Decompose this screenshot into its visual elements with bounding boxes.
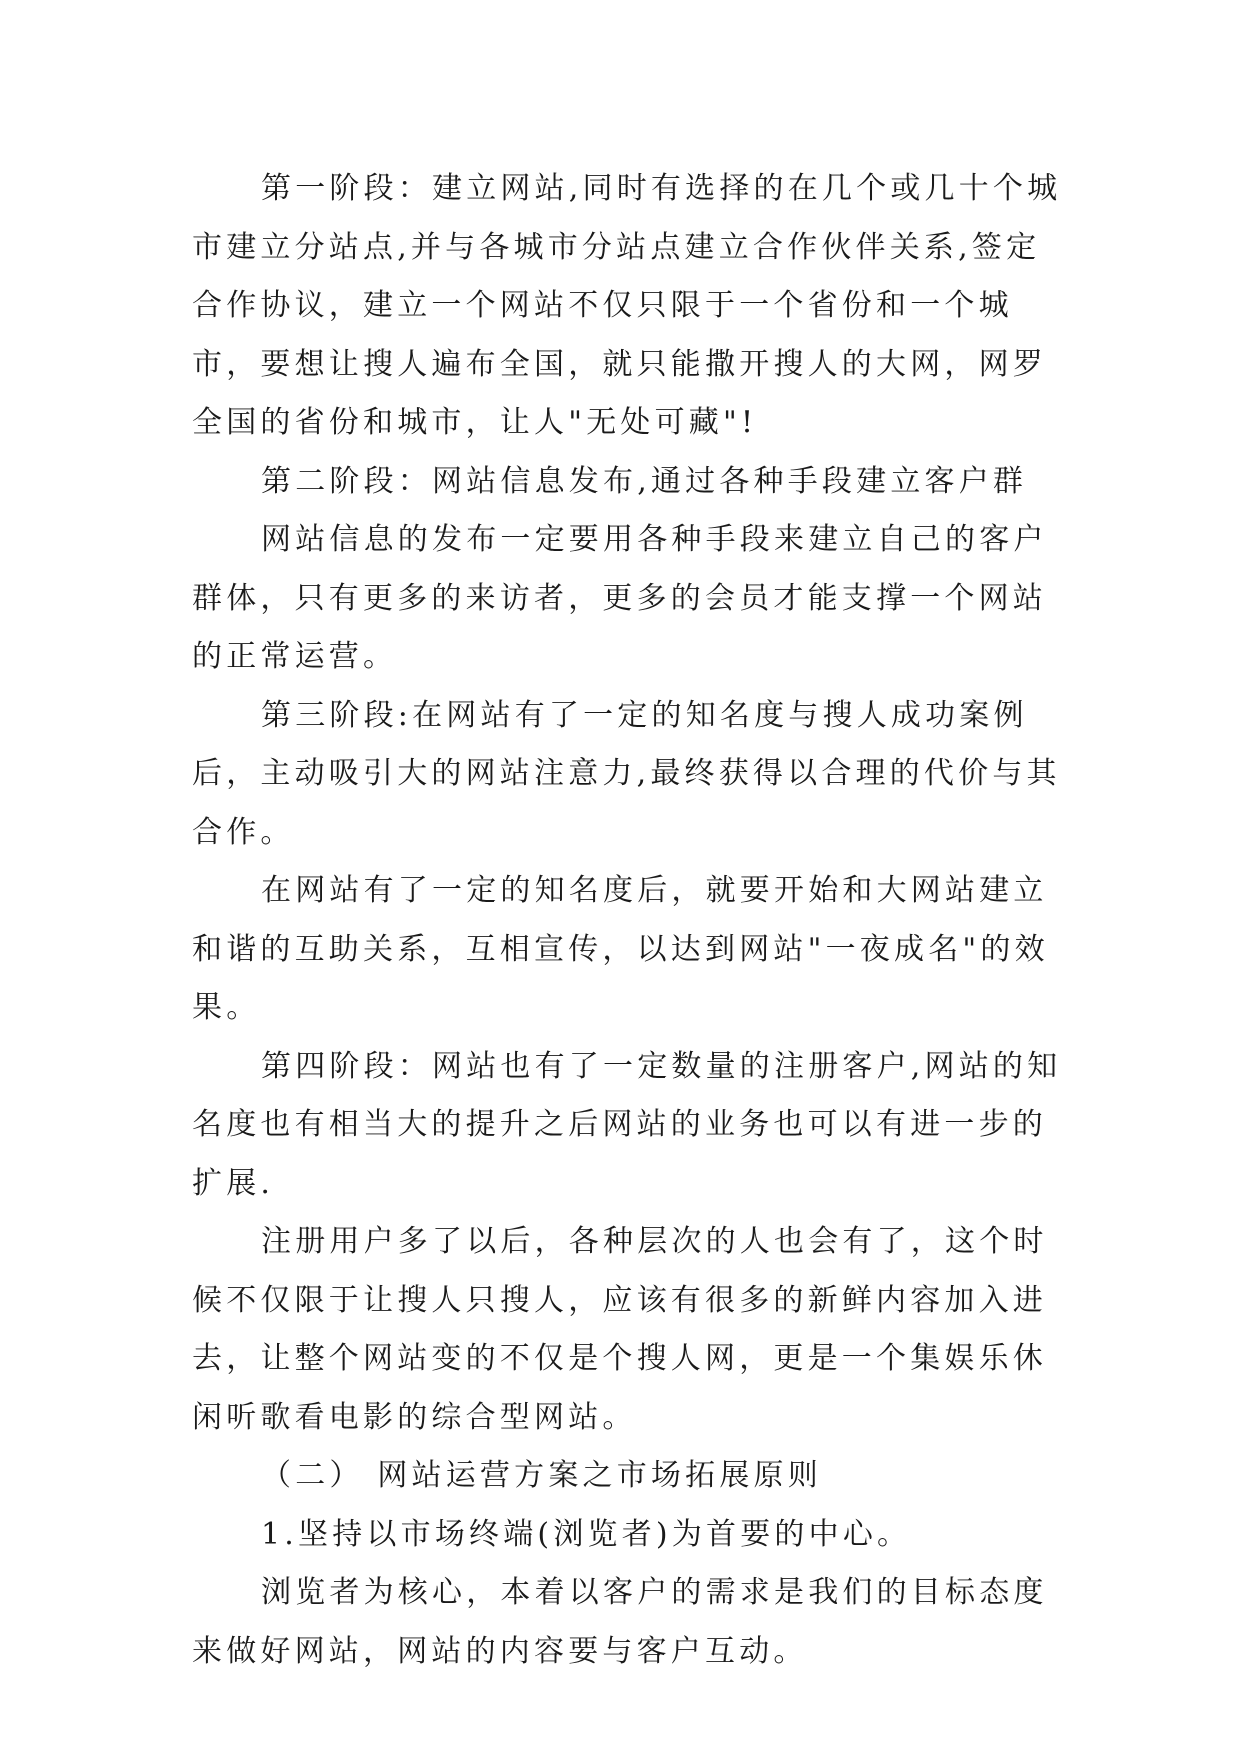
paragraph-stage-two-body: 网站信息的发布一定要用各种手段来建立自己的客户群体，只有更多的来访者，更多的会员才能支撑一个网站的正常运营。 <box>192 522 1048 674</box>
section-heading-market-principles: （二） 网站运营方案之市场拓展原则 <box>261 1458 822 1493</box>
paragraph-stage-one: 第一阶段：建立网站,同时有选择的在几个或几十个城市建立分站点,并与各城市分站点建立合作伙伴关系,签定合作协议，建立一个网站不仅只限于一个省份和一个城市，要想让搜人遍布全国，就只能撒开搜人的大网，网罗全国的省份和城市，让人"无处可藏"! <box>192 171 1062 440</box>
paragraph-stage-three-heading: 第三阶段:在网站有了一定的知名度与搜人成功案例后，主动吸引大的网站注意力,最终获得以合理的代价与其合作。 <box>192 697 1061 850</box>
paragraph-stage-four-heading: 第四阶段：网站也有了一定数量的注册客户,网站的知名度也有相当大的提升之后网站的业务也可以有进一步的扩展. <box>192 1048 1062 1201</box>
paragraph-stage-two-heading: 第二阶段：网站信息发布,通过各种手段建立客户群 <box>261 463 1028 499</box>
document-body <box>192 160 1062 1681</box>
paragraph-stage-three-body: 在网站有了一定的知名度后，就要开始和大网站建立和谐的互助关系，互相宣传，以达到网站"一夜成名"的效果。 <box>192 873 1049 1025</box>
principle-item-1: 1.坚持以市场终端(浏览者)为首要的中心。 <box>261 1516 912 1552</box>
paragraph-stage-four-body: 注册用户多了以后，各种层次的人也会有了，这个时候不仅限于让搜人只搜人，应该有很多的新鲜内容加入进去，让整个网站变的不仅是个搜人网，更是一个集娱乐休闲听歌看电影的综合型网站。 <box>192 1224 1048 1435</box>
paragraph-principle-1-body: 浏览者为核心，本着以客户的需求是我们的目标态度来做好网站，网站的内容要与客户互动。 <box>192 1575 1048 1669</box>
